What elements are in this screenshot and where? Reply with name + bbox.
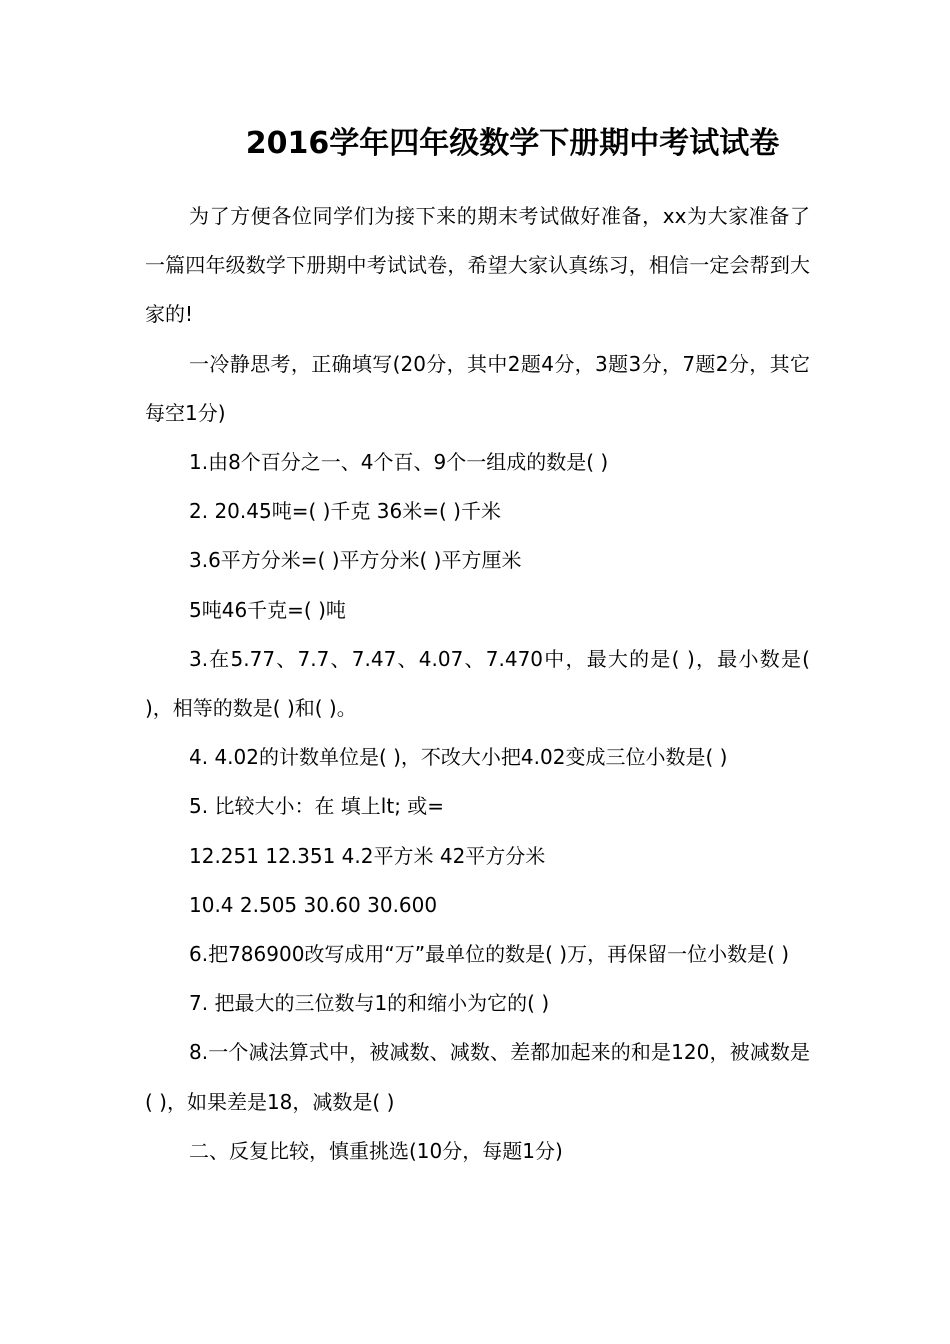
section-one-heading: 一冷静思考，正确填写(20分，其中2题4分，3题3分，7题2分，其它每空1分) — [145, 351, 810, 425]
question-item: 2. 20.45吨=( )千克 36米=( )千米 — [189, 499, 501, 524]
question-item: 5. 比较大小：在 填上lt; 或= — [189, 794, 445, 819]
question-item: 4. 4.02的计数单位是( )，不改大小把4.02变成三位小数是( ) — [189, 745, 728, 770]
document-body — [145, 192, 810, 1176]
question-item: 3.6平方分米=( )平方分米( )平方厘米 — [189, 548, 522, 573]
question-item: 3.在5.77、7.7、7.47、4.07、7.470中，最大的是( )，最小数是( )，相等的数是( )和( )。 — [145, 646, 810, 721]
question-item: 5吨46千克=( )吨 — [189, 597, 346, 622]
question-item: 6.把786900改写成用“万”最单位的数是( )万，再保留一位小数是( ) — [189, 942, 790, 967]
question-item: 10.4 2.505 30.60 30.600 — [189, 892, 438, 917]
section-two-heading: 二、反复比较，慎重挑选(10分，每题1分) — [189, 1138, 563, 1163]
question-item: 12.251 12.351 4.2平方米 42平方分米 — [189, 843, 546, 868]
question-item: 8.一个减法算式中，被减数、减数、差都加起来的和是120，被减数是( )，如果差是18，减数是( ) — [145, 1040, 810, 1114]
question-item: 7. 把最大的三位数与1的和缩小为它的( ) — [189, 991, 550, 1016]
intro-paragraph: 为了方便各位同学们为接下来的期末考试做好准备，xx为大家准备了一篇四年级数学下册期中考试试卷，希望大家认真练习，相信一定会帮到大家的! — [145, 204, 810, 327]
question-item: 1.由8个百分之一、4个百、9个一组成的数是( ) — [189, 450, 609, 475]
document-title: 2016学年四年级数学下册期中考试试卷 — [245, 126, 780, 161]
